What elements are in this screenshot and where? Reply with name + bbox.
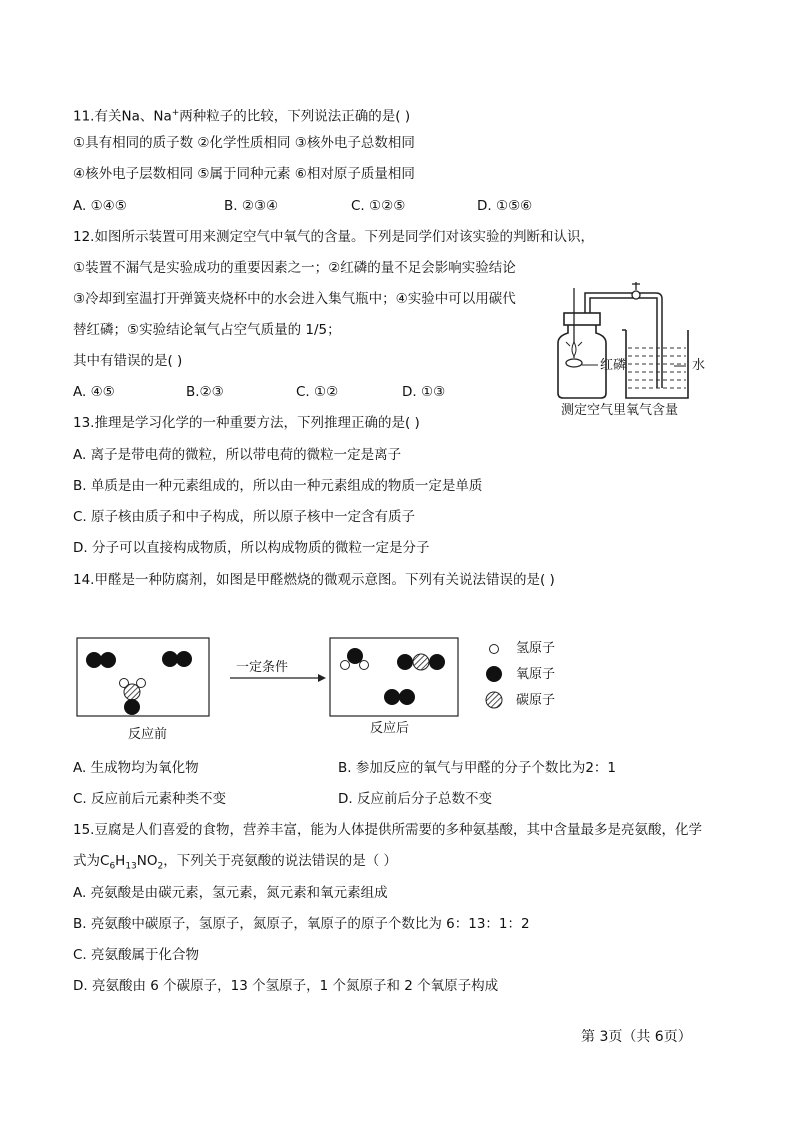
figure-caption-apparatus: 测定空气里氧气含量 <box>561 403 679 418</box>
q13-option-c: C. 原子核由质子和中子构成，所以原子核中一定含有质子 <box>73 509 416 525</box>
q15-option-d: D. 亮氨酸由 6 个碳原子，13 个氢原子，1 个氮原子和 2 个氧原子构成 <box>73 978 499 994</box>
before-caption: 反应前 <box>128 727 168 742</box>
q12-option-b: B.②③ <box>186 384 224 400</box>
q15-option-a: A. 亮氨酸是由碳元素，氢元素，氮元素和氧元素组成 <box>73 885 388 901</box>
q15-formula-line: 式为$C_6H_{13}NO_2$，下列关于亮氨酸的说法错误的是（ ） <box>73 853 398 872</box>
label-red-phosphorus: 红磷 <box>600 358 627 373</box>
q15-option-b: B. 亮氨酸中碳原子，氢原子，氮原子，氧原子的原子个数比为 6：13：1：2 <box>73 916 530 932</box>
reaction-diagram <box>70 630 580 720</box>
q13-option-a: A. 离子是带电荷的微粒，所以带电荷的微粒一定是离子 <box>73 447 402 463</box>
q11-option-b: B. ②③④ <box>224 198 279 214</box>
q14-stem: 14.甲醛是一种防腐剂，如图是甲醛燃烧的微观示意图。下列有关说法错误的是( ) <box>73 572 555 588</box>
q13-option-b: B. 单质是由一种元素组成的，所以由一种元素组成的物质一定是单质 <box>73 478 483 494</box>
q12-option-d: D. ①③ <box>402 384 446 400</box>
legend-carbon: 碳原子 <box>516 693 556 708</box>
q14-option-b: B. 参加反应的氧气与甲醛的分子个数比为2：1 <box>338 760 617 776</box>
q12-option-a: A. ④⑤ <box>73 384 115 400</box>
after-caption: 反应后 <box>370 721 410 736</box>
q13-stem: 13.推理是学习化学的一种重要方法，下列推理正确的是( ) <box>73 415 420 431</box>
page-footer: 第 3页（共 6页） <box>581 1029 692 1045</box>
q12-statements-2: ③冷却到室温打开弹簧夹烧杯中的水会进入集气瓶中；④实验中可以用碳代 <box>73 291 516 307</box>
carbon-atom-icon <box>486 692 502 708</box>
oxygen-atom-icon <box>486 666 502 682</box>
q15-option-c: C. 亮氨酸属于化合物 <box>73 947 200 963</box>
hydrogen-atom-icon <box>490 645 499 654</box>
label-water: 水 <box>692 358 706 373</box>
q11-option-a: A. ①④⑤ <box>73 198 127 214</box>
q13-option-d: D. 分子可以直接构成物质，所以构成物质的微粒一定是分子 <box>73 540 430 556</box>
q11-statements-1: ①具有相同的质子数 ②化学性质相同 ③核外电子总数相同 <box>73 135 415 151</box>
q11-option-c: C. ①②⑤ <box>351 198 406 214</box>
q12-stem: 12.如图所示装置可用来测定空气中氧气的含量。下列是同学们对该实验的判断和认识， <box>73 229 594 245</box>
q12-statements-1: ①装置不漏气是实验成功的重要因素之一；②红磷的量不足会影响实验结论 <box>73 260 516 276</box>
legend-oxygen: 氧原子 <box>516 667 556 682</box>
q14-option-d: D. 反应前后分子总数不变 <box>338 791 492 807</box>
q15-stem: 15.豆腐是人们喜爱的食物，营养丰富，能为人体提供所需要的多种氨基酸，其中含量最多是亮氨酸，化学 <box>73 822 702 838</box>
q12-option-c: C. ①② <box>296 384 339 400</box>
q11-statements-2: ④核外电子层数相同 ⑤属于同种元素 ⑥相对原子质量相同 <box>73 166 415 182</box>
before-box <box>77 638 209 716</box>
collecting-jar <box>558 324 606 398</box>
oxygen-apparatus-figure <box>544 258 730 424</box>
q12-question: 其中有错误的是( ) <box>73 353 183 369</box>
clamp <box>632 291 640 299</box>
q11-stem: 11.有关Na、Na+两种粒子的比较，下列说法正确的是( ) <box>73 108 411 125</box>
q14-option-c: C. 反应前后元素种类不变 <box>73 791 227 807</box>
q14-option-a: A. 生成物均为氧化物 <box>73 760 199 776</box>
legend-hydrogen: 氢原子 <box>516 641 556 656</box>
q11-option-d: D. ①⑤⑥ <box>477 198 533 214</box>
stopper <box>564 313 600 325</box>
arrow-label: 一定条件 <box>236 660 289 675</box>
q12-statements-3: 替红磷；⑤实验结论氧气占空气质量的 1/5； <box>73 322 341 338</box>
